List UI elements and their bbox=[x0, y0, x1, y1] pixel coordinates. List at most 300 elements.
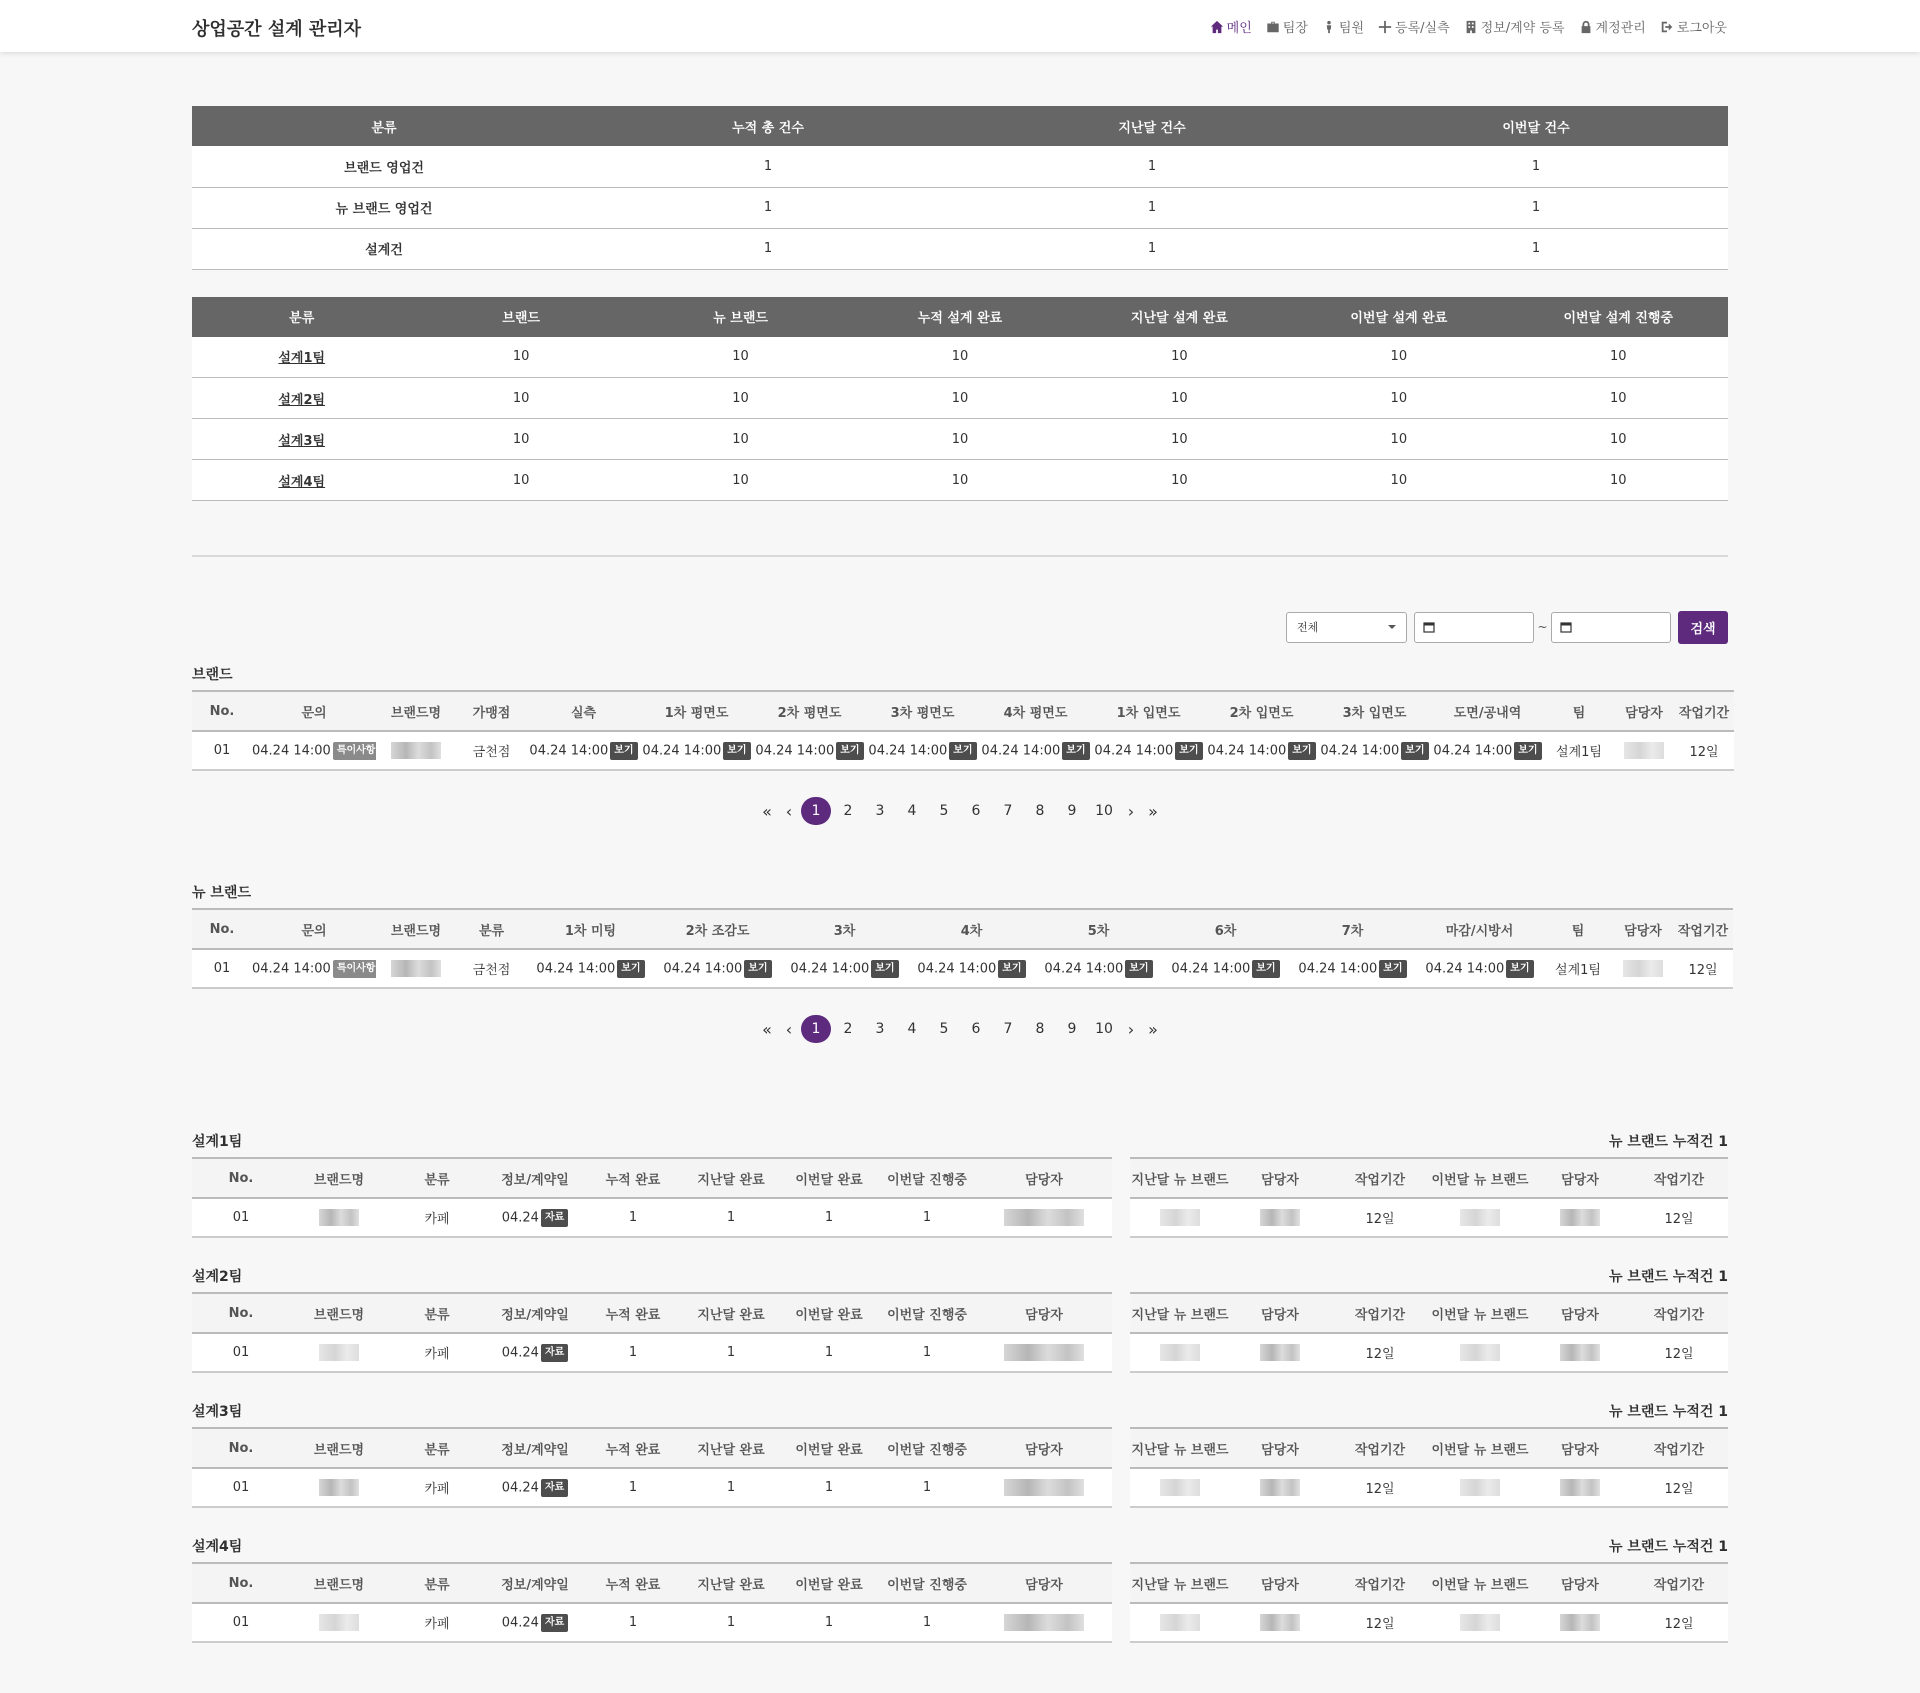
date-text: 04.24 14:00 bbox=[1298, 961, 1378, 976]
brand-name-cell bbox=[290, 1198, 388, 1237]
redacted-text bbox=[1460, 1344, 1500, 1361]
cell: 10 bbox=[850, 337, 1069, 378]
date-cell bbox=[527, 949, 654, 988]
team-link[interactable]: 설계4팀 bbox=[278, 474, 326, 490]
col-header: 도면/공내역 bbox=[1431, 691, 1544, 731]
view-button[interactable]: 보기 bbox=[1125, 960, 1152, 978]
category-select[interactable] bbox=[1286, 612, 1407, 643]
date-cell bbox=[252, 731, 376, 770]
team-cell: 설계1팀 bbox=[1544, 731, 1614, 770]
col-header: 담당자 bbox=[976, 1293, 1112, 1333]
cell: 1 bbox=[1344, 228, 1728, 269]
col-header: 이번달 뉴 브랜드 bbox=[1430, 1563, 1530, 1603]
col-header: 지난달 뉴 브랜드 bbox=[1130, 1428, 1230, 1468]
note-badge[interactable]: 특이사항 bbox=[333, 960, 376, 978]
page-number[interactable]: 9 bbox=[1067, 1021, 1077, 1037]
cell: 1 bbox=[576, 187, 960, 228]
col-header: 분류 bbox=[192, 106, 576, 146]
col-header: 담당자 bbox=[1530, 1158, 1630, 1198]
prev-page-button[interactable]: ‹ bbox=[785, 801, 793, 821]
cell: 10 bbox=[1289, 460, 1508, 501]
col-header: 담당자 bbox=[1230, 1293, 1330, 1333]
note-badge[interactable]: 특이사항 bbox=[333, 742, 376, 760]
col-header: 7차 bbox=[1289, 909, 1416, 949]
team-right-panel bbox=[1130, 1131, 1728, 1266]
main-nav bbox=[1210, 17, 1727, 36]
col-header: 분류 bbox=[192, 297, 411, 337]
redacted-text bbox=[1004, 1614, 1084, 1631]
lock-icon bbox=[1579, 20, 1593, 34]
newbrand-pagination bbox=[192, 1015, 1728, 1043]
cell: 10 bbox=[850, 419, 1069, 460]
last-page-button[interactable]: » bbox=[1148, 801, 1158, 821]
store-cell: 금천점 bbox=[456, 731, 527, 770]
cell: 10 bbox=[850, 378, 1069, 419]
nav-member[interactable] bbox=[1322, 17, 1364, 36]
view-button[interactable]: 보기 bbox=[1379, 960, 1406, 978]
category-cell: 금천점 bbox=[456, 949, 527, 988]
col-header: 누적 완료 bbox=[584, 1293, 682, 1333]
manager-cell bbox=[1614, 731, 1674, 770]
view-button[interactable]: 보기 bbox=[1252, 960, 1279, 978]
view-button[interactable]: 보기 bbox=[617, 960, 644, 978]
cell: 1 bbox=[780, 1603, 878, 1642]
date-cell bbox=[781, 949, 908, 988]
row-category: 설계건 bbox=[192, 228, 576, 269]
col-header: 지난달 뉴 브랜드 bbox=[1130, 1293, 1230, 1333]
date-text: 04.24 14:00 bbox=[1171, 961, 1251, 976]
cell: 1 bbox=[878, 1603, 976, 1642]
last-page-button[interactable]: » bbox=[1148, 1019, 1158, 1039]
date-cell bbox=[1416, 949, 1543, 988]
next-page-button[interactable]: › bbox=[1127, 801, 1135, 821]
cell: 1 bbox=[960, 228, 1344, 269]
redacted-text bbox=[319, 1344, 359, 1361]
team-table bbox=[192, 1157, 1112, 1238]
period-cell: 12일 bbox=[1630, 1333, 1728, 1372]
row-category: 뉴 브랜드 영업건 bbox=[192, 187, 576, 228]
col-header: 지난달 뉴 브랜드 bbox=[1130, 1158, 1230, 1198]
cell: 1 bbox=[576, 146, 960, 187]
cell: 10 bbox=[1509, 378, 1728, 419]
col-header: 지난달 완료 bbox=[682, 1158, 780, 1198]
date-range-separator: ~ bbox=[1537, 620, 1548, 634]
team-section bbox=[192, 1266, 1728, 1401]
col-header: 브랜드명 bbox=[290, 1158, 388, 1198]
first-page-button[interactable]: « bbox=[762, 1019, 772, 1039]
redacted-text bbox=[1004, 1344, 1084, 1361]
page-number[interactable]: 1 bbox=[801, 797, 831, 825]
manager-cell bbox=[1230, 1333, 1330, 1372]
table-row bbox=[1130, 1198, 1728, 1237]
cell: 10 bbox=[1070, 378, 1289, 419]
date-text: 04.24 14:00 bbox=[642, 743, 722, 758]
cell: 10 bbox=[631, 460, 850, 501]
redacted-text bbox=[1160, 1614, 1200, 1631]
redacted-text bbox=[1160, 1344, 1200, 1361]
brand-name-cell bbox=[1130, 1468, 1230, 1507]
col-header: 담당자 bbox=[1530, 1293, 1630, 1333]
next-page-button[interactable]: › bbox=[1127, 1019, 1135, 1039]
cell: 10 bbox=[1289, 337, 1508, 378]
col-header: 이번달 완료 bbox=[780, 1563, 878, 1603]
view-button[interactable]: 보기 bbox=[1401, 742, 1428, 760]
manager-cell bbox=[976, 1333, 1112, 1372]
redacted-text bbox=[319, 1209, 359, 1226]
col-header: 정보/계약일 bbox=[486, 1158, 584, 1198]
col-header: 팀 bbox=[1543, 909, 1613, 949]
cell: 10 bbox=[1070, 419, 1289, 460]
col-header: 이번달 뉴 브랜드 bbox=[1430, 1428, 1530, 1468]
manager-cell bbox=[1613, 949, 1673, 988]
period-cell: 12일 bbox=[1674, 731, 1734, 770]
period-cell: 12일 bbox=[1630, 1468, 1728, 1507]
period-cell: 12일 bbox=[1630, 1603, 1728, 1642]
team-link[interactable]: 설계2팀 bbox=[278, 392, 326, 408]
col-header: 이번달 진행중 bbox=[878, 1563, 976, 1603]
page-number[interactable]: 5 bbox=[939, 803, 949, 819]
col-header: No. bbox=[192, 1293, 290, 1333]
col-header: 1차 미팅 bbox=[527, 909, 654, 949]
date-cell bbox=[654, 949, 781, 988]
page-number[interactable]: 7 bbox=[1003, 803, 1013, 819]
cell: 10 bbox=[1289, 378, 1508, 419]
person-icon bbox=[1322, 20, 1336, 34]
newbrand-total: 뉴 브랜드 누적건 1 bbox=[1608, 1404, 1728, 1420]
nav-leader[interactable] bbox=[1266, 17, 1308, 36]
col-header: 누적 완료 bbox=[584, 1428, 682, 1468]
cell: 1 bbox=[878, 1333, 976, 1372]
page-number[interactable]: 6 bbox=[971, 1021, 981, 1037]
team-newbrand-table bbox=[1130, 1427, 1728, 1508]
date-cell bbox=[1035, 949, 1162, 988]
date-cell bbox=[486, 1603, 584, 1642]
redacted-text bbox=[319, 1614, 359, 1631]
date-cell bbox=[1162, 949, 1289, 988]
col-header: 작업기간 bbox=[1674, 691, 1734, 731]
date-cell bbox=[1092, 731, 1205, 770]
table-row bbox=[1130, 1603, 1728, 1642]
col-header: 이번달 건수 bbox=[1344, 106, 1728, 146]
col-header: 정보/계약일 bbox=[486, 1428, 584, 1468]
redacted-text bbox=[1004, 1479, 1084, 1496]
team-cell bbox=[192, 419, 411, 460]
view-button[interactable]: 보기 bbox=[1062, 742, 1089, 760]
nav-contract[interactable] bbox=[1464, 17, 1565, 36]
date-cell bbox=[1289, 949, 1416, 988]
manager-cell bbox=[1530, 1468, 1630, 1507]
date-cell bbox=[979, 731, 1092, 770]
col-header: 누적 완료 bbox=[584, 1563, 682, 1603]
period-cell: 12일 bbox=[1330, 1468, 1430, 1507]
view-button[interactable]: 보기 bbox=[744, 960, 771, 978]
team-link[interactable]: 설계1팀 bbox=[278, 351, 326, 367]
date-text: 04.24 14:00 bbox=[755, 743, 835, 758]
nav-member-label: 팀원 bbox=[1338, 21, 1365, 36]
date-text: 04.24 14:00 bbox=[1433, 743, 1513, 758]
nav-account-label: 계정관리 bbox=[1595, 21, 1646, 36]
cell: 10 bbox=[1070, 337, 1289, 378]
table-row bbox=[192, 1198, 1112, 1237]
view-button[interactable]: 보기 bbox=[836, 742, 863, 760]
newbrand-total: 뉴 브랜드 누적건 1 bbox=[1608, 1134, 1728, 1150]
date-text: 04.24 bbox=[501, 1480, 539, 1495]
brand-section-title: 브랜드 bbox=[192, 667, 233, 683]
col-header: 분류 bbox=[388, 1428, 486, 1468]
table-row bbox=[1130, 1333, 1728, 1372]
col-header: 분류 bbox=[388, 1293, 486, 1333]
col-header: 가맹점 bbox=[456, 691, 527, 731]
view-button[interactable]: 보기 bbox=[1514, 742, 1541, 760]
view-button[interactable]: 보기 bbox=[949, 742, 976, 760]
top-header bbox=[0, 0, 1920, 52]
page-number[interactable]: 5 bbox=[939, 1021, 949, 1037]
manager-cell bbox=[976, 1468, 1112, 1507]
newbrand-total: 뉴 브랜드 누적건 1 bbox=[1608, 1269, 1728, 1285]
nav-main[interactable] bbox=[1210, 17, 1252, 36]
redacted-text bbox=[1560, 1209, 1600, 1226]
col-header: 이번달 완료 bbox=[780, 1293, 878, 1333]
col-header: 정보/계약일 bbox=[486, 1563, 584, 1603]
col-header: 지난달 뉴 브랜드 bbox=[1130, 1563, 1230, 1603]
period-cell: 12일 bbox=[1330, 1198, 1430, 1237]
cell: 1 bbox=[780, 1333, 878, 1372]
brand-name-cell bbox=[1430, 1198, 1530, 1237]
nav-register-label: 등록/실측 bbox=[1395, 21, 1450, 36]
date-text: 04.24 14:00 bbox=[981, 743, 1061, 758]
team-left-panel bbox=[192, 1401, 1112, 1536]
cell: 10 bbox=[411, 378, 630, 419]
manager-cell bbox=[976, 1198, 1112, 1237]
col-header: 이번달 뉴 브랜드 bbox=[1430, 1158, 1530, 1198]
data-button[interactable]: 자료 bbox=[541, 1344, 568, 1362]
cell: 10 bbox=[631, 378, 850, 419]
col-header: 작업기간 bbox=[1630, 1158, 1728, 1198]
view-button[interactable]: 보기 bbox=[1175, 742, 1202, 760]
cell: 10 bbox=[1509, 337, 1728, 378]
manager-cell bbox=[1230, 1198, 1330, 1237]
date-text: 04.24 14:00 bbox=[252, 961, 331, 976]
end-date-input[interactable] bbox=[1551, 612, 1671, 643]
date-text: 04.24 14:00 bbox=[868, 743, 948, 758]
col-header: 누적 완료 bbox=[584, 1158, 682, 1198]
team-cell bbox=[192, 378, 411, 419]
date-cell bbox=[753, 731, 866, 770]
col-header: 3차 평면도 bbox=[866, 691, 979, 731]
team-title: 설계3팀 bbox=[192, 1404, 243, 1420]
date-cell bbox=[1205, 731, 1318, 770]
date-cell bbox=[908, 949, 1035, 988]
cell: 1 bbox=[780, 1468, 878, 1507]
cell: 1 bbox=[682, 1468, 780, 1507]
view-button[interactable]: 보기 bbox=[998, 960, 1025, 978]
cell: 1 bbox=[1344, 187, 1728, 228]
col-header: 작업기간 bbox=[1330, 1293, 1430, 1333]
view-button[interactable]: 보기 bbox=[723, 742, 750, 760]
cell: 1 bbox=[682, 1198, 780, 1237]
redacted-text bbox=[1160, 1479, 1200, 1496]
manager-cell bbox=[1530, 1333, 1630, 1372]
redacted-text bbox=[1160, 1209, 1200, 1226]
col-header: 작업기간 bbox=[1630, 1563, 1728, 1603]
col-header: 마감/시방서 bbox=[1416, 909, 1543, 949]
date-text: 04.24 bbox=[501, 1615, 539, 1630]
date-cell bbox=[1431, 731, 1544, 770]
date-text: 04.24 14:00 bbox=[1207, 743, 1287, 758]
date-cell bbox=[1318, 731, 1431, 770]
cell: 10 bbox=[1070, 460, 1289, 501]
brand-section bbox=[192, 664, 1728, 825]
team-table bbox=[192, 1562, 1112, 1643]
period-cell: 12일 bbox=[1330, 1603, 1430, 1642]
table-row bbox=[192, 337, 1728, 378]
logout-icon bbox=[1660, 20, 1674, 34]
redacted-text bbox=[1560, 1614, 1600, 1631]
start-date-input[interactable] bbox=[1414, 612, 1534, 643]
redacted-text bbox=[391, 742, 441, 759]
category-cell: 카페 bbox=[388, 1468, 486, 1507]
period-cell: 12일 bbox=[1673, 949, 1733, 988]
col-header: 담당자 bbox=[1530, 1428, 1630, 1468]
redacted-text bbox=[1560, 1479, 1600, 1496]
team-left-panel bbox=[192, 1131, 1112, 1266]
col-header: 5차 bbox=[1035, 909, 1162, 949]
date-text: 04.24 14:00 bbox=[536, 961, 616, 976]
col-header: 이번달 완료 bbox=[780, 1158, 878, 1198]
col-header: 작업기간 bbox=[1673, 909, 1733, 949]
building-icon bbox=[1464, 20, 1478, 34]
col-header: 누적 설계 완료 bbox=[850, 297, 1069, 337]
team-left-panel bbox=[192, 1536, 1112, 1671]
cell: 1 bbox=[584, 1333, 682, 1372]
date-cell bbox=[486, 1198, 584, 1237]
cell: 10 bbox=[1509, 419, 1728, 460]
manager-cell bbox=[1230, 1468, 1330, 1507]
brand-pagination bbox=[192, 797, 1728, 825]
redacted-text bbox=[319, 1479, 359, 1496]
period-cell: 12일 bbox=[1630, 1198, 1728, 1237]
page-number[interactable]: 10 bbox=[1095, 1021, 1113, 1037]
page-number[interactable]: 1 bbox=[801, 1015, 831, 1043]
newbrand-total: 뉴 브랜드 누적건 1 bbox=[1608, 1539, 1728, 1555]
table-row bbox=[1130, 1468, 1728, 1507]
date-text: 04.24 14:00 bbox=[529, 743, 609, 758]
page-number[interactable]: 8 bbox=[1035, 1021, 1045, 1037]
row-number: 01 bbox=[192, 1603, 290, 1642]
view-button[interactable]: 보기 bbox=[871, 960, 898, 978]
col-header: 6차 bbox=[1162, 909, 1289, 949]
table-row bbox=[192, 146, 1728, 187]
col-header: 이번달 진행중 bbox=[878, 1428, 976, 1468]
redacted-text bbox=[1460, 1614, 1500, 1631]
brand-name-cell bbox=[376, 731, 456, 770]
nav-leader-label: 팀장 bbox=[1282, 21, 1308, 36]
date-text: 04.24 14:00 bbox=[1320, 743, 1400, 758]
cell: 10 bbox=[631, 337, 850, 378]
view-button[interactable]: 보기 bbox=[1506, 960, 1533, 978]
briefcase-icon bbox=[1266, 20, 1280, 34]
date-text: 04.24 14:00 bbox=[252, 743, 331, 758]
home-icon bbox=[1210, 20, 1224, 34]
search-button[interactable]: 검색 bbox=[1678, 611, 1728, 644]
page-number[interactable]: 4 bbox=[907, 803, 917, 819]
brand-name-cell bbox=[1130, 1198, 1230, 1237]
col-header: 담당자 bbox=[1614, 691, 1674, 731]
col-header: 브랜드명 bbox=[290, 1428, 388, 1468]
page-number[interactable]: 6 bbox=[971, 803, 981, 819]
first-page-button[interactable]: « bbox=[762, 801, 772, 821]
redacted-text bbox=[1560, 1344, 1600, 1361]
period-cell: 12일 bbox=[1330, 1333, 1430, 1372]
manager-cell bbox=[1530, 1198, 1630, 1237]
page-number[interactable]: 3 bbox=[875, 1021, 885, 1037]
brand-name-cell bbox=[290, 1333, 388, 1372]
chevron-down-icon bbox=[1388, 625, 1396, 629]
col-header: No. bbox=[192, 1428, 290, 1468]
nav-account[interactable] bbox=[1579, 17, 1646, 36]
view-button[interactable]: 보기 bbox=[1288, 742, 1315, 760]
view-button[interactable]: 보기 bbox=[610, 742, 637, 760]
team-table bbox=[192, 1427, 1112, 1508]
col-header: 작업기간 bbox=[1330, 1428, 1430, 1468]
page-number[interactable]: 2 bbox=[843, 1021, 853, 1037]
page-number[interactable]: 8 bbox=[1035, 803, 1045, 819]
page-number[interactable]: 7 bbox=[1003, 1021, 1013, 1037]
col-header: 정보/계약일 bbox=[486, 1293, 584, 1333]
col-header: 이번달 완료 bbox=[780, 1428, 878, 1468]
col-header: 작업기간 bbox=[1330, 1563, 1430, 1603]
category-select-value: 전체 bbox=[1297, 621, 1319, 634]
table-row bbox=[192, 460, 1728, 501]
brand-name-cell bbox=[1130, 1333, 1230, 1372]
page-number[interactable]: 10 bbox=[1095, 803, 1113, 819]
date-text: 04.24 14:00 bbox=[1094, 743, 1174, 758]
nav-logout[interactable] bbox=[1660, 17, 1727, 36]
date-cell bbox=[486, 1468, 584, 1507]
nav-register[interactable] bbox=[1378, 17, 1450, 36]
page-number[interactable]: 2 bbox=[843, 803, 853, 819]
team-right-panel bbox=[1130, 1401, 1728, 1536]
prev-page-button[interactable]: ‹ bbox=[785, 1019, 793, 1039]
table-row bbox=[192, 949, 1733, 988]
data-button[interactable]: 자료 bbox=[541, 1209, 568, 1227]
col-header: 지난달 완료 bbox=[682, 1563, 780, 1603]
team-link[interactable]: 설계3팀 bbox=[278, 433, 326, 449]
redacted-text bbox=[1260, 1614, 1300, 1631]
col-header: 브랜드명 bbox=[290, 1563, 388, 1603]
row-number: 01 bbox=[192, 949, 252, 988]
col-header: 지난달 완료 bbox=[682, 1428, 780, 1468]
cell: 1 bbox=[960, 146, 1344, 187]
page-number[interactable]: 3 bbox=[875, 803, 885, 819]
team-cell bbox=[192, 460, 411, 501]
data-button[interactable]: 자료 bbox=[541, 1479, 568, 1497]
cell: 1 bbox=[682, 1333, 780, 1372]
cell: 1 bbox=[878, 1468, 976, 1507]
page-number[interactable]: 4 bbox=[907, 1021, 917, 1037]
team-section bbox=[192, 1131, 1728, 1266]
col-header: 4차 bbox=[908, 909, 1035, 949]
page-number[interactable]: 9 bbox=[1067, 803, 1077, 819]
row-number: 01 bbox=[192, 1333, 290, 1372]
data-button[interactable]: 자료 bbox=[541, 1614, 568, 1632]
date-cell bbox=[527, 731, 640, 770]
col-header: 3차 bbox=[781, 909, 908, 949]
calendar-icon bbox=[1423, 621, 1435, 633]
cell: 1 bbox=[584, 1198, 682, 1237]
cell: 1 bbox=[960, 187, 1344, 228]
team-title: 설계4팀 bbox=[192, 1539, 243, 1555]
